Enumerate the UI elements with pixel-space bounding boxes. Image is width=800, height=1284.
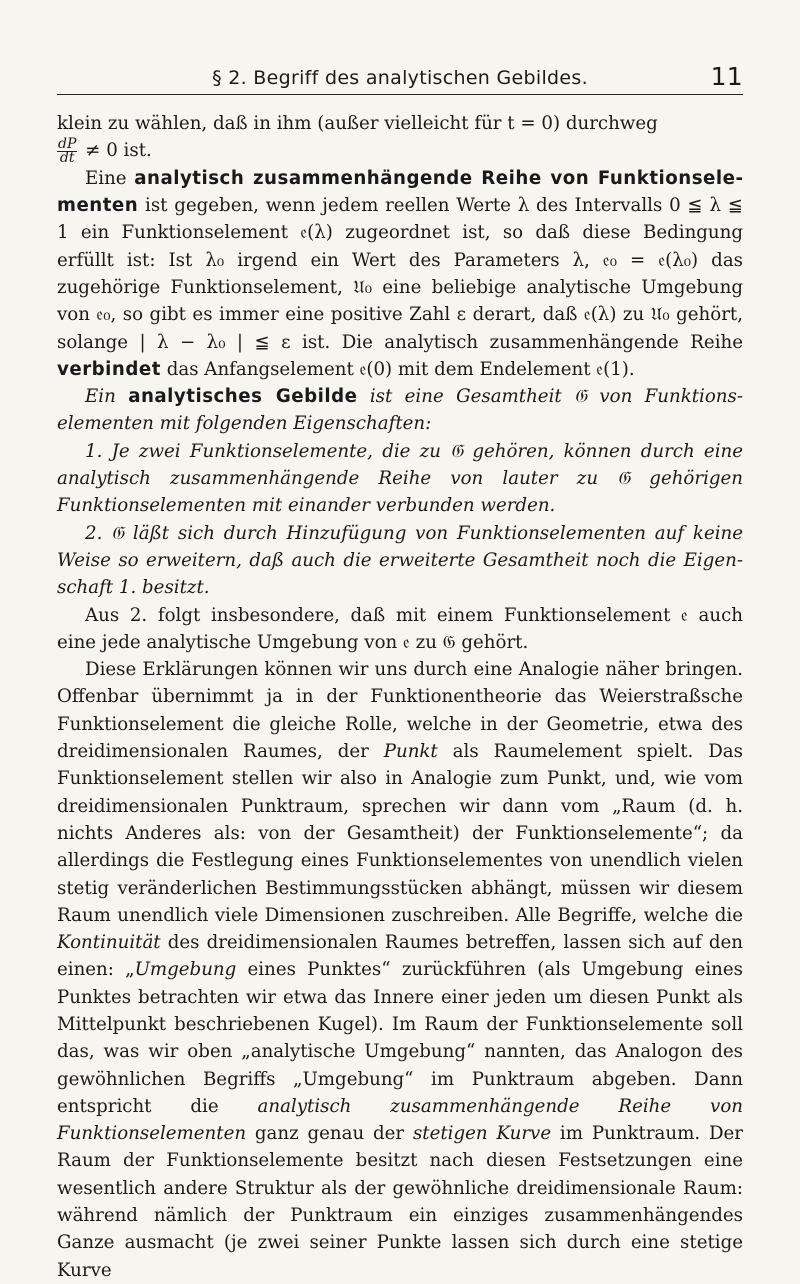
paragraph-consequence: Aus 2. folgt insbesondere, daß mit einem Funktionselement 𝔢 auch eine jede analytische Umgebung von 𝔢 zu 𝔊 gehört. xyxy=(57,604,743,653)
header-title: § 2. Begriff des analytischen Gebildes. xyxy=(212,67,588,89)
running-header xyxy=(57,54,743,95)
fraction-dp-dt: $\frac{dP}{dt}$ xyxy=(58,135,77,166)
body-text xyxy=(57,110,743,1284)
paragraph-definition-reihe: Eine analytisch zusammenhängende Reihe von Funktionselementen ist gegeben, wenn jedem reellen Werte λ des Intervalls 0 ≦ λ ≦ 1 ein Funktionselement 𝔢(λ) zugeordnet ist, so daß diese Bedingung erfüllt ist: Ist λ₀ irgend ein Wert des Parameters λ, 𝔢₀ = 𝔢(λ₀) das zugehörige Funktionselement, 𝔘₀ eine beliebige analytische Umgebung von 𝔢₀, so gibt es immer eine positive Zahl ε derart, daß 𝔢(λ) zu 𝔘₀ gehört, solange | λ − λ₀ | ≦ ε ist. Die analytisch zusammenhängende Reihe verbindet das Anfangselement 𝔢(0) mit dem Endelement 𝔢(1). xyxy=(57,167,743,380)
property-2: 2. 𝔊 läßt sich durch Hinzufügung von Funktionselementen auf keine Weise so erweitern, daß auch die erweiterte Gesamtheit noch die Eigenschaft 1. besitzt. xyxy=(57,522,743,599)
paragraph-definition-gebilde: Ein analytisches Gebilde ist eine Gesamtheit 𝔊 von Funktionselementen mit folgenden Eigenschaften: xyxy=(57,386,744,435)
paragraph-analogy: Diese Erklärungen können wir uns durch eine Analogie näher bringen. Offenbar übernimmt ja in der Funktionentheorie das Weierstraßsche Funktionselement die gleiche Rolle, welche in der Geometrie, etwa des dreidimensionalen Raumes, der Punkt als Raumelement spielt. Das Funktionselement stellen wir also in Analogie zum Punkt, und, wie vom dreidimensionalen Punktraum, sprechen wir dann vom „Raum (d. h. nichts Anderes als: von der Gesamtheit) der Funktionselemente“; da allerdings die Festlegung eines Funktionselementes von unendlich vielen stetig veränderlichen Bestimmungsstücken abhängt, müssen wir diesem Raum unendlich viele Dimensionen zuschreiben. Alle Begriffe, welche die Kontinuität des dreidimensionalen Raumes betreffen, lassen sich auf den einen: „Umgebung eines Punktes“ zurückführen (als Umgebung eines Punktes betrachten wir etwa das Innere einer jeden um diesen Punkt als Mittelpunkt beschriebenen Kugel). Im Raum der Funktionselemente soll das, was wir oben „analytische Umgebung“ nannten, das Analogon des gewöhnlichen Begriffs „Umgebung“ im Punktraum abgeben. Dann entspricht die analytisch zusammenhängende Reihe von Funktionselementen ganz genau der stetigen Kurve im Punktraum. Der Raum der Funktionselemente besitzt nach diesen Festsetzungen eine wesentlich andere Struktur als der gewöhnliche dreidimensionale Raum: während nämlich der Punktraum ein einziges zusammenhängendes Ganze ausmacht (je zwei seiner Punkte lassen sich durch eine stetige Kurve xyxy=(57,659,743,1281)
term-zusammenhaengende-reihe: analytisch zusammenhängende Reihe von Funktionselementen xyxy=(57,167,743,217)
paragraph-1: klein zu wählen, daß in ihm (außer vielleicht für t = 0) durchweg $\frac{dP}{dt}$ ≠ 0 ist. xyxy=(57,113,658,166)
term-analytisches-gebilde: analytisches Gebilde xyxy=(128,386,358,408)
term-verbindet: verbindet xyxy=(57,358,161,380)
property-1: 1. Je zwei Funktionselemente, die zu 𝔊 gehören, können durch eine analytisch zusammenhängende Reihe von lauter zu 𝔊 gehörigen Funktionselementen mit einander verbunden werden. xyxy=(57,440,743,517)
page-number: 11 xyxy=(710,62,743,91)
